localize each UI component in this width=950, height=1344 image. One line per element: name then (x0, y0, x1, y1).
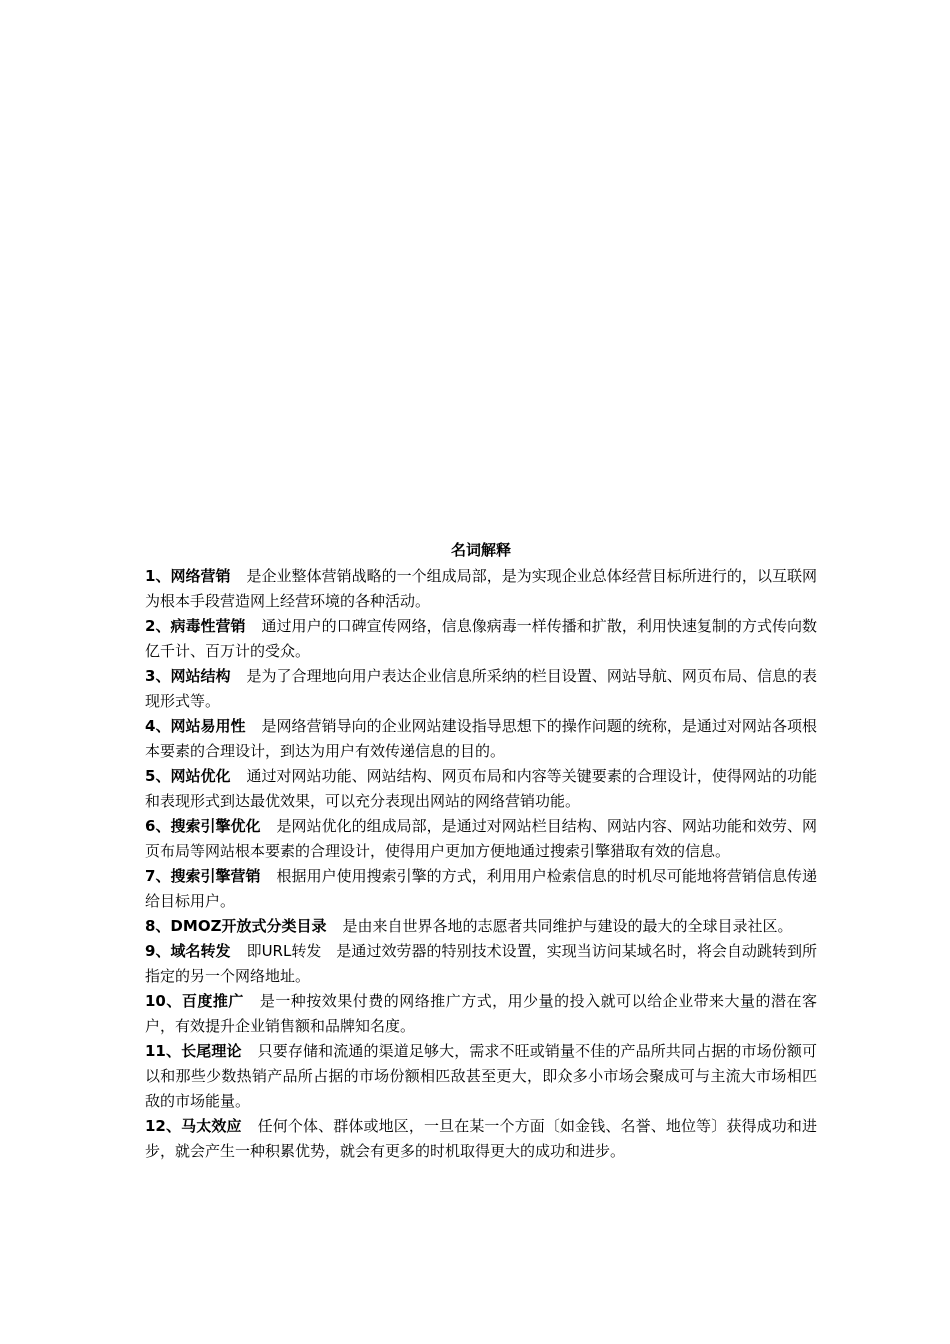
term-entry-1 (145, 564, 817, 614)
term-list (145, 564, 817, 1164)
term-name: 9、域名转发 (145, 942, 231, 960)
term-entry-5 (145, 764, 817, 814)
term-entry-10 (145, 989, 817, 1039)
term-name: 2、病毒性营销 (145, 617, 246, 635)
term-definition: 是为了合理地向用户表达企业信息所采纳的栏目设置、网站导航、网页布局、信息的表现形式等。 (145, 667, 817, 710)
term-entry-8 (145, 914, 817, 939)
term-entry-3 (145, 664, 817, 714)
term-name: 1、网络营销 (145, 567, 231, 585)
term-definition: 是一种按效果付费的网络推广方式，用少量的投入就可以给企业带来大量的潜在客户，有效提升企业销售额和品牌知名度。 (145, 992, 817, 1035)
term-definition: 是网站优化的组成局部，是通过对网站栏目结构、网站内容、网站功能和效劳、网页布局等网站根本要素的合理设计，使得用户更加方便地通过搜索引擎猎取有效的信息。 (145, 817, 817, 860)
term-definition: 是由来自世界各地的志愿者共同维护与建设的最大的全球目录社区。 (342, 917, 793, 935)
term-entry-2 (145, 614, 817, 664)
term-definition: 即URL转发 是通过效劳器的特别技术设置，实现当访问某域名时，将会自动跳转到所指定的另一个网络地址。 (145, 942, 817, 985)
term-entry-12 (145, 1114, 817, 1164)
document-title: 名词解释 (450, 541, 511, 559)
term-name: 3、网站结构 (145, 667, 231, 685)
term-definition: 根据用户使用搜索引擎的方式，利用用户检索信息的时机尽可能地将营销信息传递给目标用户。 (145, 867, 817, 910)
term-definition: 是企业整体营销战略的一个组成局部，是为实现企业总体经营目标所进行的，以互联网为根本手段营造网上经营环境的各种活动。 (145, 567, 817, 610)
term-name: 5、网站优化 (145, 767, 231, 785)
term-definition: 是网络营销导向的企业网站建设指导思想下的操作问题的统称，是通过对网站各项根本要素的合理设计，到达为用户有效传递信息的目的。 (145, 717, 817, 760)
term-definition: 任何个体、群体或地区，一旦在某一个方面〔如金钱、名誉、地位等〕获得成功和进步，就会产生一种积累优势，就会有更多的时机取得更大的成功和进步。 (145, 1117, 817, 1160)
term-name: 4、网站易用性 (145, 717, 246, 735)
term-entry-11 (145, 1039, 817, 1114)
term-name: 12、马太效应 (145, 1117, 242, 1135)
term-definition: 通过对网站功能、网站结构、网页布局和内容等关键要素的合理设计，使得网站的功能和表现形式到达最优效果，可以充分表现出网站的网络营销功能。 (145, 767, 817, 810)
term-definition: 只要存储和流通的渠道足够大，需求不旺或销量不佳的产品所共同占据的市场份额可以和那些少数热销产品所占据的市场份额相匹敌甚至更大，即众多小市场会聚成可与主流大市场相匹敌的市场能量。 (145, 1042, 817, 1110)
document-content (145, 538, 817, 1164)
term-name: 11、长尾理论 (145, 1042, 242, 1060)
term-name: 6、搜索引擎优化 (145, 817, 261, 835)
term-definition: 通过用户的口碑宣传网络，信息像病毒一样传播和扩散，利用快速复制的方式传向数亿千计、百万计的受众。 (145, 617, 817, 660)
term-entry-4 (145, 714, 817, 764)
term-entry-9 (145, 939, 817, 989)
term-name: 10、百度推广 (145, 992, 244, 1010)
term-entry-7 (145, 864, 817, 914)
term-name: 7、搜索引擎营销 (145, 867, 261, 885)
term-entry-6 (145, 814, 817, 864)
term-name: 8、DMOZ开放式分类目录 (145, 917, 327, 935)
